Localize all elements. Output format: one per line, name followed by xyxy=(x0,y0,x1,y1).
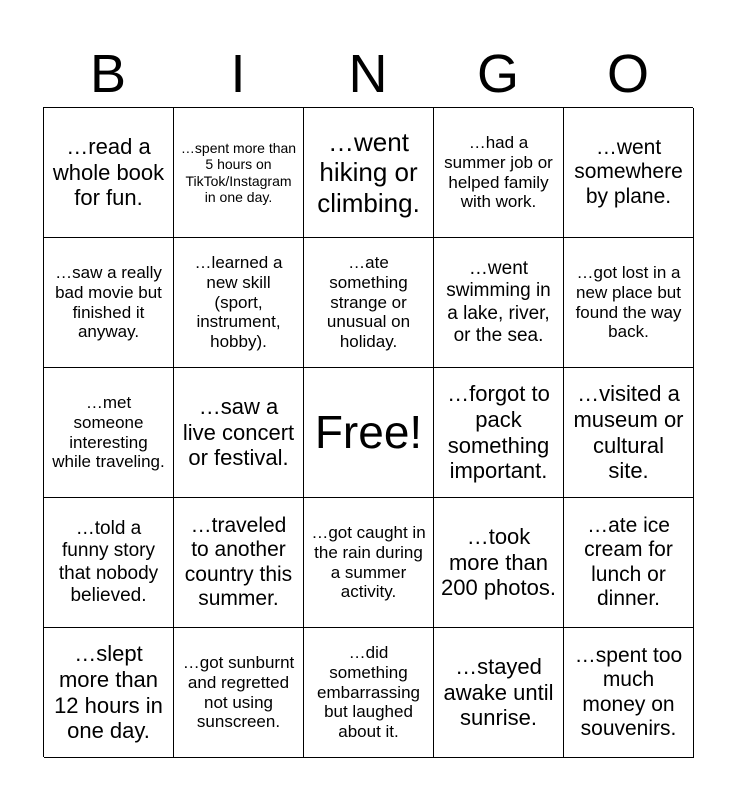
bingo-cell-text: …learned a new skill (sport, instrument, hobby). xyxy=(194,253,283,352)
bingo-cell[interactable] xyxy=(434,238,564,368)
bingo-cell[interactable] xyxy=(44,108,174,238)
bingo-cell-text: …got sunburnt and regretted not using sunscreen. xyxy=(182,653,295,732)
header-letter-i: I xyxy=(230,44,246,104)
bingo-cell-text: …forgot to pack something important. xyxy=(447,381,550,484)
bingo-cell-text: …visited a museum or cultural site. xyxy=(573,381,684,484)
bingo-cell-text: …stayed awake until sunrise. xyxy=(443,654,554,731)
bingo-cell[interactable] xyxy=(174,238,304,368)
bingo-cell[interactable] xyxy=(304,238,434,368)
bingo-cell-text: …told a funny story that nobody believed. xyxy=(58,518,159,606)
bingo-cell-text: …got lost in a new place but found the way back. xyxy=(575,263,682,342)
bingo-cell[interactable] xyxy=(44,368,174,498)
bingo-cell[interactable] xyxy=(564,108,694,238)
bingo-cell[interactable] xyxy=(434,498,564,628)
bingo-cell[interactable] xyxy=(44,628,174,758)
bingo-cell[interactable] xyxy=(44,238,174,368)
bingo-cell[interactable] xyxy=(304,498,434,628)
bingo-cell-text: …got caught in the rain during a summer activity. xyxy=(311,523,426,602)
bingo-cell-text: …went hiking or climbing. xyxy=(317,127,420,218)
bingo-cell-text: …traveled to another country this summer. xyxy=(184,513,293,610)
header-letter-b: B xyxy=(89,44,127,104)
bingo-card-grid xyxy=(43,107,693,757)
bingo-cell[interactable] xyxy=(434,108,564,238)
bingo-cell-text: …did something embarrassing but laughed about it. xyxy=(317,643,420,742)
bingo-cell-text: …took more than 200 photos. xyxy=(441,524,556,601)
bingo-header xyxy=(43,40,693,108)
bingo-cell-text: …saw a really bad movie but finished it anyway. xyxy=(55,263,162,342)
free-space-label: Free! xyxy=(314,405,423,458)
bingo-cell[interactable] xyxy=(564,628,694,758)
bingo-cell-text: …ate ice cream for lunch or dinner. xyxy=(584,513,673,610)
bingo-cell-text: …spent too much money on souvenirs. xyxy=(574,643,683,740)
bingo-cell[interactable] xyxy=(174,498,304,628)
bingo-cell-text: …saw a live concert or festival. xyxy=(182,394,295,471)
bingo-cell-text: …went somewhere by plane. xyxy=(574,135,683,208)
bingo-cell-text: …ate something strange or unusual on holiday. xyxy=(326,253,411,352)
bingo-cell[interactable] xyxy=(564,368,694,498)
free-space-cell[interactable] xyxy=(304,368,434,498)
bingo-cell[interactable] xyxy=(44,498,174,628)
header-letter-n: N xyxy=(348,44,388,104)
bingo-cell-text: …read a whole book for fun. xyxy=(52,134,165,211)
bingo-cell-text: …spent more than 5 hours on TikTok/Instagram in one day. xyxy=(180,140,297,205)
bingo-cell[interactable] xyxy=(304,108,434,238)
bingo-cell[interactable] xyxy=(434,368,564,498)
bingo-cell-text: …met someone interesting while traveling. xyxy=(52,393,165,472)
bingo-cell[interactable] xyxy=(434,628,564,758)
bingo-cell[interactable] xyxy=(174,368,304,498)
header-letter-o: O xyxy=(606,44,649,104)
header-letter-g: G xyxy=(476,44,519,104)
bingo-cell[interactable] xyxy=(174,628,304,758)
bingo-cell-text: …had a summer job or helped family with work. xyxy=(444,133,553,212)
bingo-cell-text: …slept more than 12 hours in one day. xyxy=(54,641,163,744)
bingo-cell[interactable] xyxy=(564,498,694,628)
bingo-cell[interactable] xyxy=(304,628,434,758)
bingo-cell-text: …went swimming in a lake, river, or the sea. xyxy=(446,258,551,346)
bingo-cell[interactable] xyxy=(174,108,304,238)
bingo-cell[interactable] xyxy=(564,238,694,368)
